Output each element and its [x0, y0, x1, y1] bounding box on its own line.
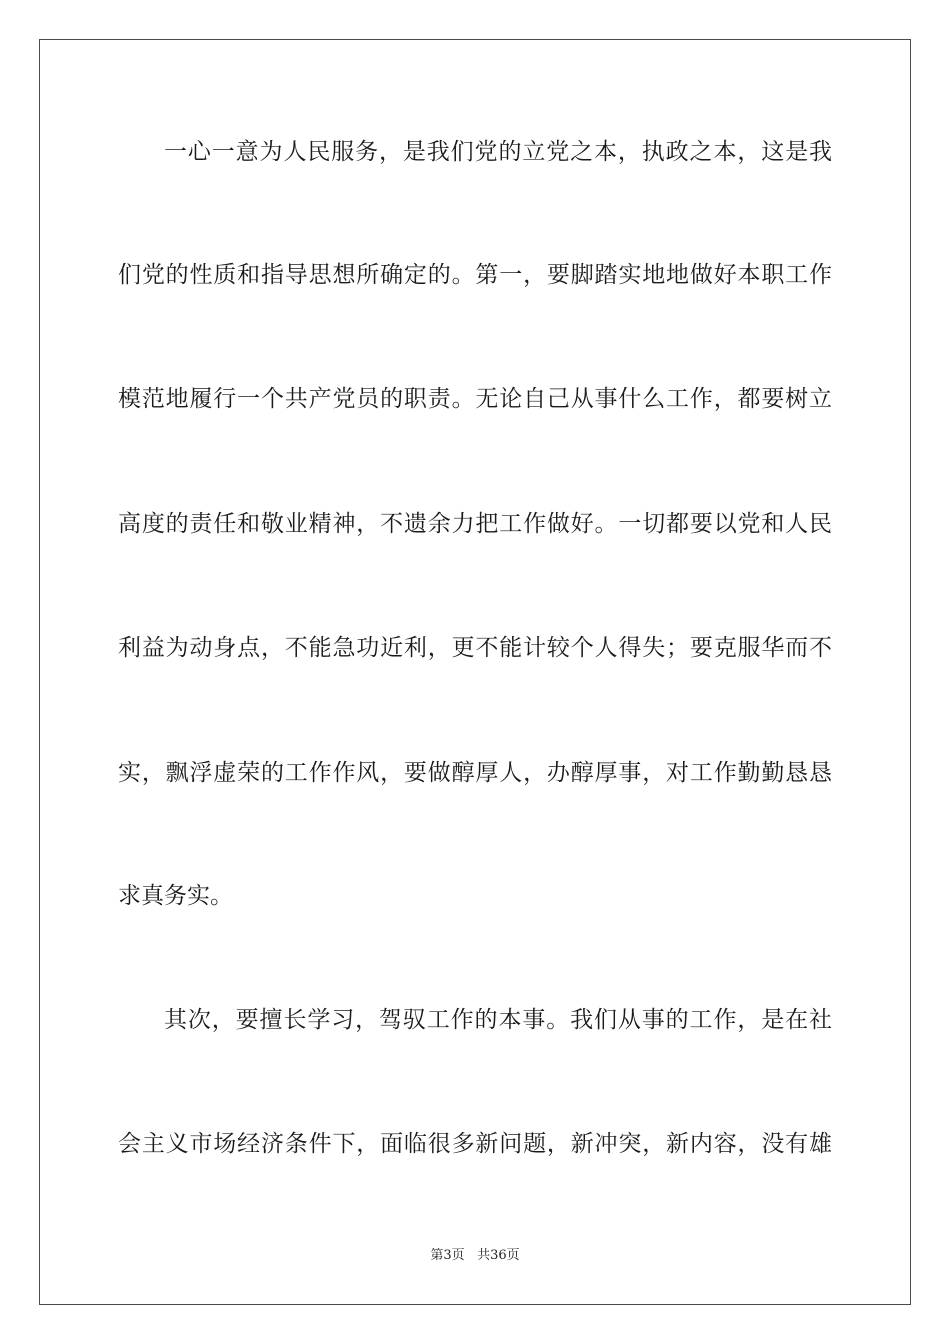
current-page-number: 第3页: [430, 1248, 465, 1263]
paragraph-1-line-5: 利益为动身点，不能急功近利，更不能计较个人得失；要克服华而不: [118, 635, 832, 661]
paragraph-1-line-2: 们党的性质和指导思想所确定的。第一，要脚踏实地地做好本职工作: [118, 262, 832, 288]
paragraph-1-line-3: 模范地履行一个共产党员的职责。无论自己从事什么工作，都要树立: [118, 386, 832, 412]
page-border: [39, 39, 911, 1305]
paragraph-2-line-2: 会主义市场经济条件下，面临很多新问题，新冲突，新内容，没有雄: [118, 1131, 832, 1157]
paragraph-1-line-1: 一心一意为人民服务，是我们党的立党之本，执政之本，这是我: [164, 139, 832, 165]
total-page-count: 共36页: [477, 1248, 520, 1263]
paragraph-2-line-1: 其次，要擅长学习，驾驭工作的本事。我们从事的工作，是在社: [164, 1007, 832, 1033]
paragraph-1-line-7: 求真务实。: [118, 883, 233, 909]
paragraph-1-line-6: 实，飘浮虚荣的工作作风，要做醇厚人，办醇厚事，对工作勤勤恳恳: [118, 760, 832, 786]
paragraph-1-line-4: 高度的责任和敬业精神，不遗余力把工作做好。一切都要以党和人民: [118, 511, 832, 537]
page-footer: [0, 1247, 950, 1265]
